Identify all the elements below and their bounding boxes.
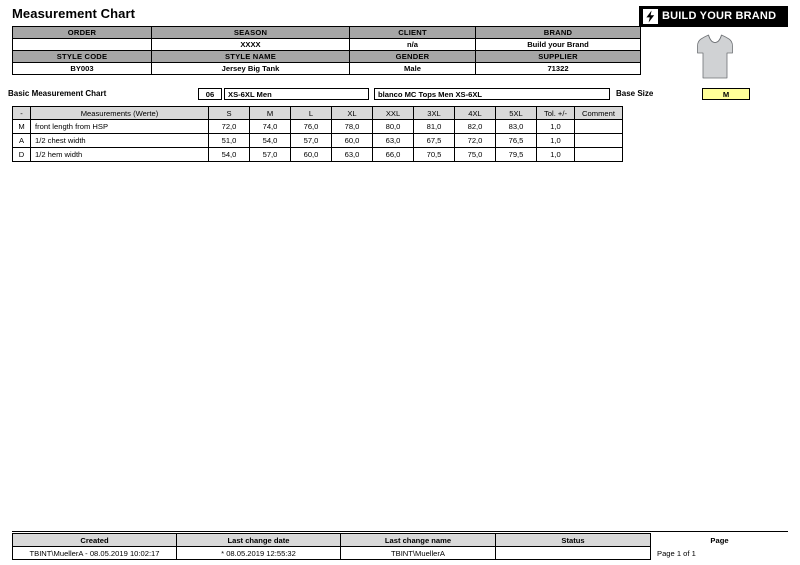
row-code: M bbox=[13, 120, 31, 134]
row-value-4xl: 72,0 bbox=[455, 134, 496, 148]
row-value-3xl: 67,5 bbox=[414, 134, 455, 148]
row-value-xl: 63,0 bbox=[332, 148, 373, 162]
row-value-5xl: 83,0 bbox=[496, 120, 537, 134]
row-tolerance: 1,0 bbox=[537, 120, 575, 134]
col-header-xxl: XXL bbox=[373, 107, 414, 120]
col-header-3xl: 3XL bbox=[414, 107, 455, 120]
row-value-xl: 60,0 bbox=[332, 134, 373, 148]
info-header-gender: GENDER bbox=[350, 51, 476, 63]
col-header-s: S bbox=[209, 107, 250, 120]
row-comment[interactable] bbox=[575, 148, 623, 162]
row-value-3xl: 81,0 bbox=[414, 120, 455, 134]
col-header-l: L bbox=[291, 107, 332, 120]
info-header-order: ORDER bbox=[13, 27, 152, 39]
row-value-4xl: 82,0 bbox=[455, 120, 496, 134]
info-header-season: SEASON bbox=[152, 27, 350, 39]
document-info-table bbox=[12, 26, 641, 75]
row-value-m: 57,0 bbox=[250, 148, 291, 162]
row-measurement-name: 1/2 hem width bbox=[31, 148, 209, 162]
footer-header-status: Status bbox=[496, 534, 651, 547]
row-value-m: 54,0 bbox=[250, 134, 291, 148]
col-header-tolerance: Tol. +/- bbox=[537, 107, 575, 120]
table-row bbox=[13, 547, 789, 560]
row-value-l: 57,0 bbox=[291, 134, 332, 148]
footer-header-last-change-name: Last change name bbox=[341, 534, 496, 547]
row-value-5xl: 79,5 bbox=[496, 148, 537, 162]
chart-number-field[interactable]: 06 bbox=[198, 88, 222, 100]
table-row bbox=[13, 27, 641, 39]
footer-table bbox=[12, 533, 789, 560]
brand-logo bbox=[639, 6, 788, 27]
chart-description-field[interactable]: blanco MC Tops Men XS-6XL bbox=[374, 88, 610, 100]
row-value-xxl: 66,0 bbox=[373, 148, 414, 162]
info-value-client: n/a bbox=[350, 39, 476, 51]
info-header-brand: BRAND bbox=[476, 27, 641, 39]
row-code: D bbox=[13, 148, 31, 162]
row-value-xl: 78,0 bbox=[332, 120, 373, 134]
measurement-header-row bbox=[13, 107, 623, 120]
row-tolerance: 1,0 bbox=[537, 134, 575, 148]
row-value-s: 54,0 bbox=[209, 148, 250, 162]
chart-name-field[interactable]: XS-6XL Men bbox=[224, 88, 369, 100]
table-row bbox=[13, 134, 623, 148]
row-value-s: 51,0 bbox=[209, 134, 250, 148]
row-tolerance: 1,0 bbox=[537, 148, 575, 162]
base-size-label: Base Size bbox=[616, 89, 654, 98]
info-value-gender: Male bbox=[350, 63, 476, 75]
info-value-brand: Build your Brand bbox=[476, 39, 641, 51]
info-header-style-code: STYLE CODE bbox=[13, 51, 152, 63]
table-row bbox=[13, 120, 623, 134]
info-value-style-code: BY003 bbox=[13, 63, 152, 75]
footer-value-last-change-date: * 08.05.2019 12:55:32 bbox=[177, 547, 341, 560]
chart-identification-bar bbox=[8, 88, 792, 101]
col-header-xl: XL bbox=[332, 107, 373, 120]
info-header-supplier: SUPPLIER bbox=[476, 51, 641, 63]
footer-header-created: Created bbox=[13, 534, 177, 547]
basic-measurement-chart-label: Basic Measurement Chart bbox=[8, 89, 107, 98]
row-code: A bbox=[13, 134, 31, 148]
row-value-5xl: 76,5 bbox=[496, 134, 537, 148]
col-header-comment: Comment bbox=[575, 107, 623, 120]
info-value-style-name: Jersey Big Tank bbox=[152, 63, 350, 75]
footer-value-created: TBINT\MuellerA - 08.05.2019 10:02:17 bbox=[13, 547, 177, 560]
info-value-season: XXXX bbox=[152, 39, 350, 51]
info-value-supplier: 71322 bbox=[476, 63, 641, 75]
row-measurement-name: 1/2 chest width bbox=[31, 134, 209, 148]
measurement-table bbox=[12, 106, 623, 162]
row-value-xxl: 80,0 bbox=[373, 120, 414, 134]
footer-value-status bbox=[496, 547, 651, 560]
info-header-client: CLIENT bbox=[350, 27, 476, 39]
lightning-bolt-icon bbox=[643, 9, 658, 24]
col-header-5xl: 5XL bbox=[496, 107, 537, 120]
table-row bbox=[13, 39, 641, 51]
table-row bbox=[13, 63, 641, 75]
row-value-xxl: 63,0 bbox=[373, 134, 414, 148]
row-value-3xl: 70,5 bbox=[414, 148, 455, 162]
info-value-order bbox=[13, 39, 152, 51]
footer-header-page: Page bbox=[710, 535, 729, 545]
brand-logo-text: BUILD YOUR BRAND bbox=[662, 10, 777, 22]
footer-value-last-change-name: TBINT\MuellerA bbox=[341, 547, 496, 560]
base-size-value[interactable]: M bbox=[702, 88, 750, 100]
row-value-l: 76,0 bbox=[291, 120, 332, 134]
footer-header-last-change-date: Last change date bbox=[177, 534, 341, 547]
row-measurement-name: front length from HSP bbox=[31, 120, 209, 134]
col-header-measurements: Measurements (Werte) bbox=[31, 107, 209, 120]
table-row bbox=[13, 148, 623, 162]
col-header-code: - bbox=[13, 107, 31, 120]
row-comment[interactable] bbox=[575, 134, 623, 148]
col-header-4xl: 4XL bbox=[455, 107, 496, 120]
row-comment[interactable] bbox=[575, 120, 623, 134]
row-value-m: 74,0 bbox=[250, 120, 291, 134]
table-row bbox=[13, 534, 789, 547]
row-value-l: 60,0 bbox=[291, 148, 332, 162]
tank-top-icon bbox=[695, 33, 735, 81]
footer-value-page: Page 1 of 1 bbox=[657, 548, 696, 558]
footer-divider bbox=[12, 531, 788, 532]
page-title: Measurement Chart bbox=[12, 6, 136, 21]
col-header-m: M bbox=[250, 107, 291, 120]
row-value-4xl: 75,0 bbox=[455, 148, 496, 162]
table-row bbox=[13, 51, 641, 63]
row-value-s: 72,0 bbox=[209, 120, 250, 134]
info-header-style-name: STYLE NAME bbox=[152, 51, 350, 63]
